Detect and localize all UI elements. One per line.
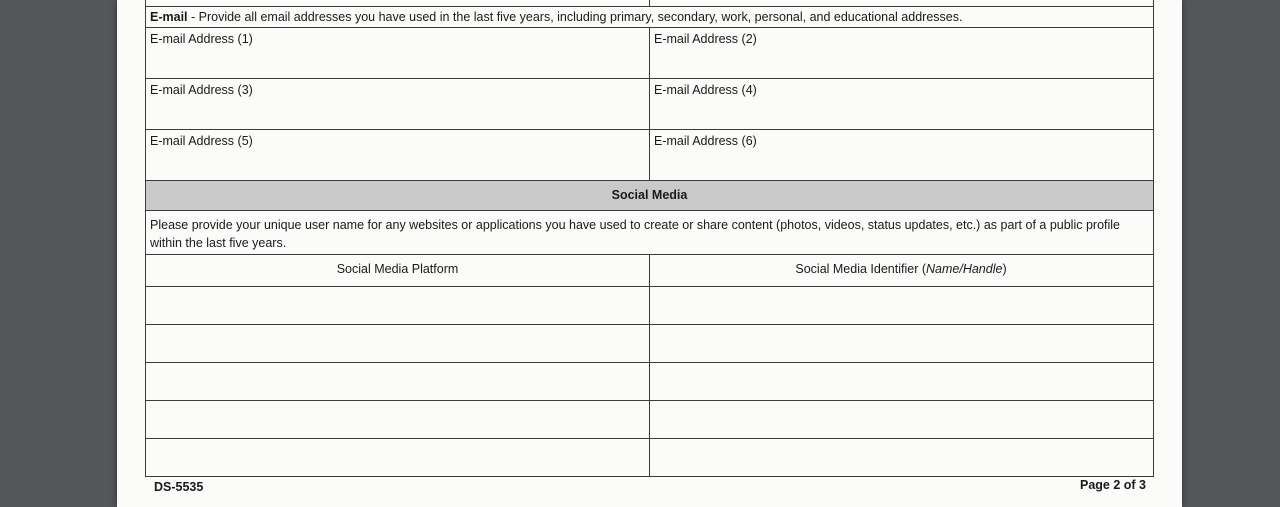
social-media-section-title: Social Media xyxy=(146,181,1153,211)
identifier-column-header: Social Media Identifier (Name/Handle) xyxy=(649,255,1152,286)
platform-field[interactable] xyxy=(146,287,649,324)
email-section-header xyxy=(146,7,1153,28)
platform-field[interactable] xyxy=(146,363,649,400)
social-media-row xyxy=(146,325,1153,363)
form-number: DS-5535 xyxy=(154,480,204,494)
email-label: E-mail xyxy=(150,10,188,24)
identifier-field[interactable] xyxy=(649,287,1152,324)
email-row xyxy=(146,79,1153,130)
email-address-5-field[interactable]: E-mail Address (5) xyxy=(150,134,253,148)
social-media-table-header xyxy=(146,255,1153,287)
document-page xyxy=(117,0,1182,507)
identifier-field[interactable] xyxy=(649,439,1152,476)
platform-field[interactable] xyxy=(146,401,649,438)
platform-column-header: Social Media Platform xyxy=(336,262,459,276)
social-media-row xyxy=(146,401,1153,439)
social-media-row xyxy=(146,363,1153,401)
email-address-2-field[interactable]: E-mail Address (2) xyxy=(649,28,1152,78)
previous-section-stub xyxy=(146,0,1153,7)
platform-field[interactable] xyxy=(146,325,649,362)
identifier-field[interactable] xyxy=(649,363,1152,400)
social-media-row xyxy=(146,287,1153,325)
social-media-row xyxy=(146,439,1153,477)
identifier-field[interactable] xyxy=(649,401,1152,438)
email-description: - Provide all email addresses you have used in the last five years, including primary, secondary, work, personal, and educational addresses. xyxy=(187,10,963,24)
email-row xyxy=(146,28,1153,79)
email-address-3-field[interactable]: E-mail Address (3) xyxy=(150,83,253,97)
email-address-1-field[interactable]: E-mail Address (1) xyxy=(150,32,253,46)
email-row xyxy=(146,130,1153,181)
identifier-field[interactable] xyxy=(649,325,1152,362)
email-address-6-field[interactable]: E-mail Address (6) xyxy=(649,130,1152,180)
platform-field[interactable] xyxy=(146,439,649,476)
form-table xyxy=(145,0,1154,477)
email-address-4-field[interactable]: E-mail Address (4) xyxy=(649,79,1152,129)
page-number: Page 2 of 3 xyxy=(1080,478,1146,492)
social-media-description: Please provide your unique user name for any websites or applications you have used to create or share content (photos, videos, status updates, etc.) as part of a public profile within the last five years. xyxy=(146,211,1153,255)
